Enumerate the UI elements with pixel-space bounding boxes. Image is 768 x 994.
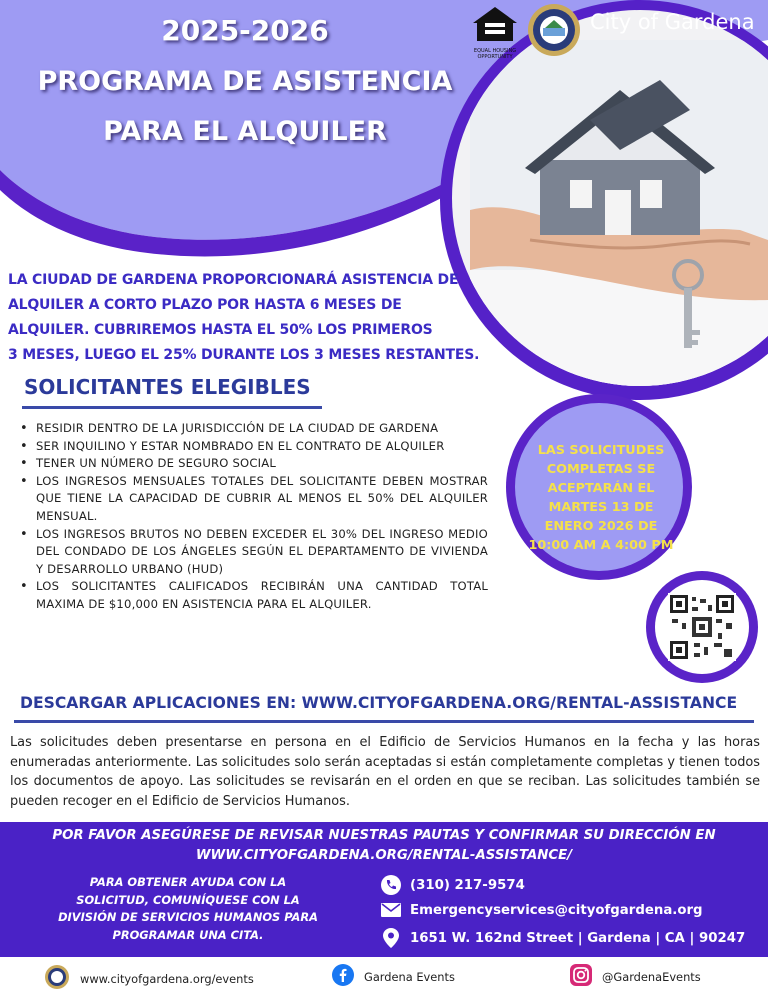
dates-line: ENERO 2026 DE — [544, 519, 658, 534]
help-line: SOLICITUD, COMUNÍQUESE CON LA — [76, 892, 300, 907]
notice-line: POR FAVOR ASEGÚRESE DE REVISAR NUESTRAS PAUTAS Y CONFIRMAR SU DIRECCIÓN EN — [52, 828, 716, 843]
instructions-paragraph: Las solicitudes deben presentarse en persona en el Edificio de Servicios Humanos en la fecha y las horas enumeradas anteriormente. Las solicitudes solo serán aceptadas si están completamente completas y tienen todos los documentos de apoyo. Las solicitudes se revisarán en el orden en que se reciban. Las solicitudes también se pueden recoger en el Edificio de Servicios Humanos. — [10, 735, 760, 809]
dates-line: COMPLETAS SE — [546, 462, 656, 477]
email-address: Emergencyservices@cityofgardena.org — [410, 902, 703, 918]
website-link[interactable] — [44, 964, 254, 993]
list-item: • SER INQUILINO Y ESTAR NOMBRADO EN EL CONTRATO DE ALQUILER — [20, 438, 488, 456]
dates-line: 10:00 AM A 4:00 PM — [528, 538, 674, 553]
facebook-text: Gardena Events — [364, 969, 455, 984]
eho-text-1: EQUAL HOUSING — [473, 48, 517, 54]
location-pin-icon — [380, 927, 402, 949]
contact-email[interactable] — [380, 899, 703, 921]
street-address: 1651 W. 162nd Street | Gardena | CA | 90247 — [410, 930, 746, 946]
list-item: • LOS INGRESOS MENSUALES TOTALES DEL SOLICITANTE DEBEN MOSTRAR QUE TIENE LA CAPACIDAD DE CUBRIR AL MENOS EL 50% DEL ALQUILER MENSUAL. — [20, 473, 488, 526]
facebook-icon — [332, 964, 354, 989]
qr-code[interactable] — [668, 593, 736, 661]
download-link[interactable]: DESCARGAR APLICACIONES EN: WWW.CITYOFGARDENA.ORG/RENTAL-ASSISTANCE — [20, 694, 738, 712]
eho-text-2: OPPORTUNITY — [477, 54, 513, 60]
phone-number: (310) 217-9574 — [410, 877, 525, 893]
help-line: PROGRAMAR UNA CITA. — [112, 927, 264, 942]
application-dates — [516, 441, 686, 555]
help-line: DIVISIÓN DE SERVICIOS HUMANOS PARA — [58, 910, 318, 924]
title-line-3: PARA EL ALQUILER — [103, 116, 387, 147]
list-item: • TENER UN NÚMERO DE SEGURO SOCIAL — [20, 455, 488, 473]
email-icon — [380, 899, 402, 921]
instagram-icon — [570, 964, 592, 989]
city-seal-small-icon — [44, 964, 70, 993]
title-line-2: PROGRAMA DE ASISTENCIA — [37, 66, 453, 97]
list-item: • RESIDIR DENTRO DE LA JURISDICCIÓN DE LA CIUDAD DE GARDENA — [20, 420, 488, 438]
eligibility-list — [20, 420, 488, 614]
phone-icon — [380, 874, 402, 896]
house-key-photo — [470, 40, 768, 400]
house-icon — [471, 5, 519, 43]
download-divider — [14, 720, 754, 723]
intro-paragraph — [8, 268, 498, 368]
equal-housing-logo — [471, 5, 519, 60]
dates-line: LAS SOLICITUDES — [537, 443, 665, 458]
eligibility-title: SOLICITANTES ELEGIBLES — [24, 375, 311, 399]
instagram-link[interactable] — [570, 964, 701, 989]
help-line: PARA OBTENER AYUDA CON LA — [89, 875, 287, 889]
list-item: • LOS SOLICITANTES CALIFICADOS RECIBIRÁN UNA CANTIDAD TOTAL MAXIMA DE $10,000 EN ASISTENCIA PARA EL ALQUILER. — [20, 578, 488, 613]
city-seal-icon — [527, 3, 581, 57]
intro-line: 3 MESES, LUEGO EL 25% DURANTE LOS 3 MESES RESTANTES. — [8, 347, 480, 363]
notice-line[interactable]: WWW.CITYOFGARDENA.ORG/RENTAL-ASSISTANCE/ — [195, 848, 573, 863]
city-name: City of Gardena — [590, 10, 755, 34]
facebook-link[interactable] — [332, 964, 455, 989]
intro-line: ALQUILER A CORTO PLAZO POR HASTA 6 MESES DE — [8, 297, 402, 313]
website-text: www.cityofgardena.org/events — [80, 971, 254, 986]
dates-line: ACEPTARÁN EL — [547, 481, 655, 496]
intro-line: ALQUILER. CUBRIREMOS HASTA EL 50% LOS PRIMEROS — [8, 322, 433, 338]
contact-address[interactable] — [380, 927, 745, 949]
dates-line: MARTES 13 DE — [548, 500, 654, 515]
help-text — [28, 874, 348, 944]
guidelines-notice — [8, 826, 760, 866]
list-item: • LOS INGRESOS BRUTOS NO DEBEN EXCEDER EL 30% DEL INGRESO MEDIO DEL CONDADO DE LOS ÁNGELES SEGÚN EL DEPARTAMENTO DE VIVIENDA Y DESARROLLO URBANO (HUD) — [20, 526, 488, 579]
instagram-text: @GardenaEvents — [602, 969, 701, 984]
title-year: 2025-2026 — [161, 14, 329, 47]
eligibility-divider — [22, 406, 322, 409]
intro-line: LA CIUDAD DE GARDENA PROPORCIONARÁ ASISTENCIA DE — [8, 272, 459, 288]
contact-phone[interactable] — [380, 874, 525, 896]
